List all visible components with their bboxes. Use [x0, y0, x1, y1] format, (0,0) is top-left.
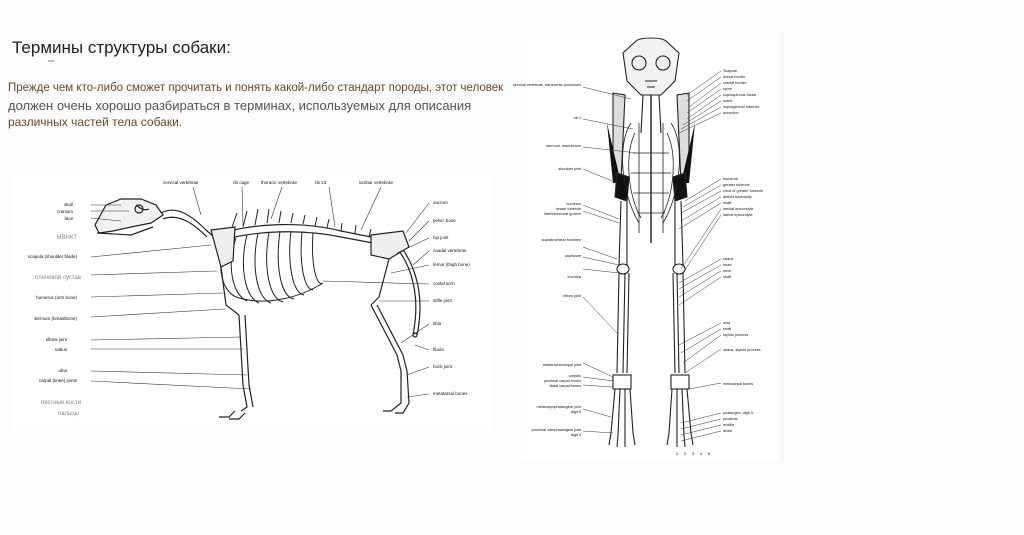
label-sacrum: sacrum — [433, 200, 448, 205]
side-overlay-labels — [35, 235, 81, 417]
label-scapula: scapula (shoulder blade) — [27, 254, 77, 259]
digit-label-2: 2 — [683, 451, 687, 456]
intro-line-1: Прежде чем кто-либо сможет прочитать и понять какой-либо стандарт породы, этот человек — [8, 82, 504, 94]
front-label-elbow-joint: elbow joint — [563, 294, 581, 298]
label-thoracic-vertebrae: thoracic vertebrae — [261, 180, 298, 185]
front-view-skeleton-diagram — [512, 33, 779, 460]
label-stifle-joint: stifle joint — [433, 298, 452, 303]
page-title: Термины структуры собаки: — [12, 38, 231, 57]
front-label-ulna: ulna — [723, 321, 731, 325]
front-label-scapula: Scapula — [723, 69, 737, 73]
front-label-neck: neck — [723, 269, 732, 273]
side-view-skeleton-diagram — [11, 175, 492, 431]
label-ulna: ulna — [58, 368, 67, 373]
front-label-supraspinous-fossa: supraspinous fossa — [723, 93, 756, 97]
digit-label-4: 4 — [699, 451, 703, 456]
front-leader-lines — [583, 71, 721, 441]
front-label-distal: distal — [723, 429, 732, 433]
front-label-shoulder-joint: shoulder joint — [558, 167, 581, 171]
front-label-shaft-2: shaft — [723, 275, 732, 279]
label-tibia: tibia — [433, 321, 442, 326]
title-underline-mark — [48, 60, 54, 62]
overlay-label-4: пальцы — [58, 411, 79, 417]
front-label-carpals: carpals — [568, 374, 581, 378]
digit-label-5: 5 — [707, 451, 711, 456]
digit-label-1: 1 — [675, 451, 679, 456]
label-face: face — [64, 216, 73, 221]
label-cranium: cranium — [56, 209, 73, 214]
front-label-medial-epicondyle: medial epicondyle — [723, 207, 754, 211]
front-label-lateral-epicondyle: lateral epicondyle — [723, 213, 753, 217]
front-right-labels — [723, 69, 763, 433]
label-rib-13: rib 13 — [315, 180, 327, 185]
front-skeleton-drawing — [607, 38, 695, 447]
label-elbow-joint: elbow joint — [45, 337, 67, 342]
front-label-radius: radius — [723, 257, 734, 261]
intro-text — [8, 80, 508, 131]
overlay-label-3: пястные кости — [40, 400, 81, 406]
label-sternum: sternum (breastbone) — [33, 316, 77, 321]
side-top-labels — [163, 180, 394, 185]
front-digit-labels — [676, 451, 711, 456]
front-label-metacarpal-bones: metacarpal bones — [723, 382, 754, 386]
front-label-greater-tubercle: greater tubercle — [723, 183, 750, 187]
front-left-labels — [513, 83, 582, 437]
front-label-trochlea: trochlea — [567, 275, 581, 279]
label-pelvic-bone: pelvic bone — [433, 218, 456, 223]
front-label-humerus: humerus — [566, 202, 581, 206]
label-rib-cage: rib cage — [233, 180, 250, 185]
label-caudal-vertebrae: caudal vertebrae — [433, 248, 467, 253]
front-label-dorsal-border: dorsal border — [723, 75, 746, 79]
front-label-metacarpophalangeal: metacarpophalangeal joint — [536, 405, 581, 409]
label-humerus: humerus (arm bone) — [36, 295, 77, 300]
intro-line-3: различных частей тела собаки. — [8, 115, 183, 129]
front-label-shaft-3: shaft — [723, 327, 732, 331]
label-femur: femur (thigh bone) — [433, 262, 470, 267]
front-label-distal-carpal: distal carpal bones — [549, 384, 581, 388]
front-label-deltoid-tuberosity: deltoid tuberosity — [723, 195, 752, 199]
front-label-phalanges: phalanges, digit 3: — [723, 411, 754, 415]
front-label-shaft-1: shaft — [723, 201, 732, 205]
label-cervical-vertebrae: cervical vertebrae — [163, 180, 199, 185]
side-right-labels — [433, 200, 470, 396]
front-label-proximal: proximal — [723, 417, 738, 421]
label-lumbar-vertebrae: lumbar vertebrae — [359, 180, 394, 185]
front-label-capitulum: capitulum — [564, 254, 581, 258]
front-label-spine: spine — [723, 87, 733, 91]
side-view-svg — [11, 175, 492, 431]
overlay-label-2: плечевой сустав — [35, 275, 81, 281]
digit-label-3: 3 — [691, 451, 695, 456]
front-label-lesser-tubercle: lesser tubercle — [556, 207, 581, 211]
side-left-labels — [28, 202, 78, 383]
overlay-label-1: МВНКТ — [56, 235, 77, 241]
front-label-middle: middle — [723, 423, 735, 427]
front-label-sternum: sternum, manubrium — [546, 144, 581, 148]
front-label-head: head — [723, 263, 732, 267]
front-label-styloid-process: styloid process — [723, 333, 749, 337]
front-label-digit-5: digit 5 — [570, 410, 581, 414]
front-label-digit-4: digit 4 — [570, 433, 581, 437]
front-label-proximal-carpal: proximal carpal bones — [543, 379, 581, 383]
front-label-cranial-border: cranial border — [723, 81, 747, 85]
intro-line-2: должен очень хорошо разбираться в терминах, используемых для описания — [8, 98, 472, 113]
front-label-supraglenoid-tubercle: supraglenoid tubercle — [723, 105, 760, 109]
front-label-rib-1: rib 1 — [573, 116, 581, 120]
front-label-crest-greater-tubercle: crest of greater tubercle — [723, 189, 764, 193]
front-label-notch: notch — [723, 99, 733, 103]
front-label-proximal-interphalangeal: proximal interphalangeal joint — [531, 428, 581, 432]
label-carpal-joints: carpal (knee) joints — [38, 378, 77, 383]
front-label-supratrochlear-foramen: supratrochlear foramen — [541, 238, 581, 242]
label-fibula: fibula — [433, 347, 444, 352]
front-label-radius-styloid: radius, styloid process — [723, 348, 761, 352]
side-skeleton-drawing — [95, 199, 420, 419]
label-metatarsal-bones: metatarsal bones — [433, 391, 468, 396]
front-label-antebrachiocarpal: antebrachiocarpal joint — [542, 363, 581, 367]
label-hip-joint: hip joint — [433, 235, 449, 240]
front-label-humerus-r: humerus — [723, 177, 738, 181]
label-radius: radius — [54, 347, 67, 352]
front-label-acromion: acromion — [723, 111, 739, 115]
label-costal-arch: costal arch — [433, 281, 455, 286]
label-hock-joint: hock joint — [433, 364, 453, 369]
front-view-svg — [512, 33, 779, 460]
label-skull: skull — [63, 202, 73, 207]
front-label-cervical: cervical vertebrae, transverse processes — [512, 83, 581, 87]
front-label-intertubercular-groove: intertubercular groove — [544, 212, 581, 216]
